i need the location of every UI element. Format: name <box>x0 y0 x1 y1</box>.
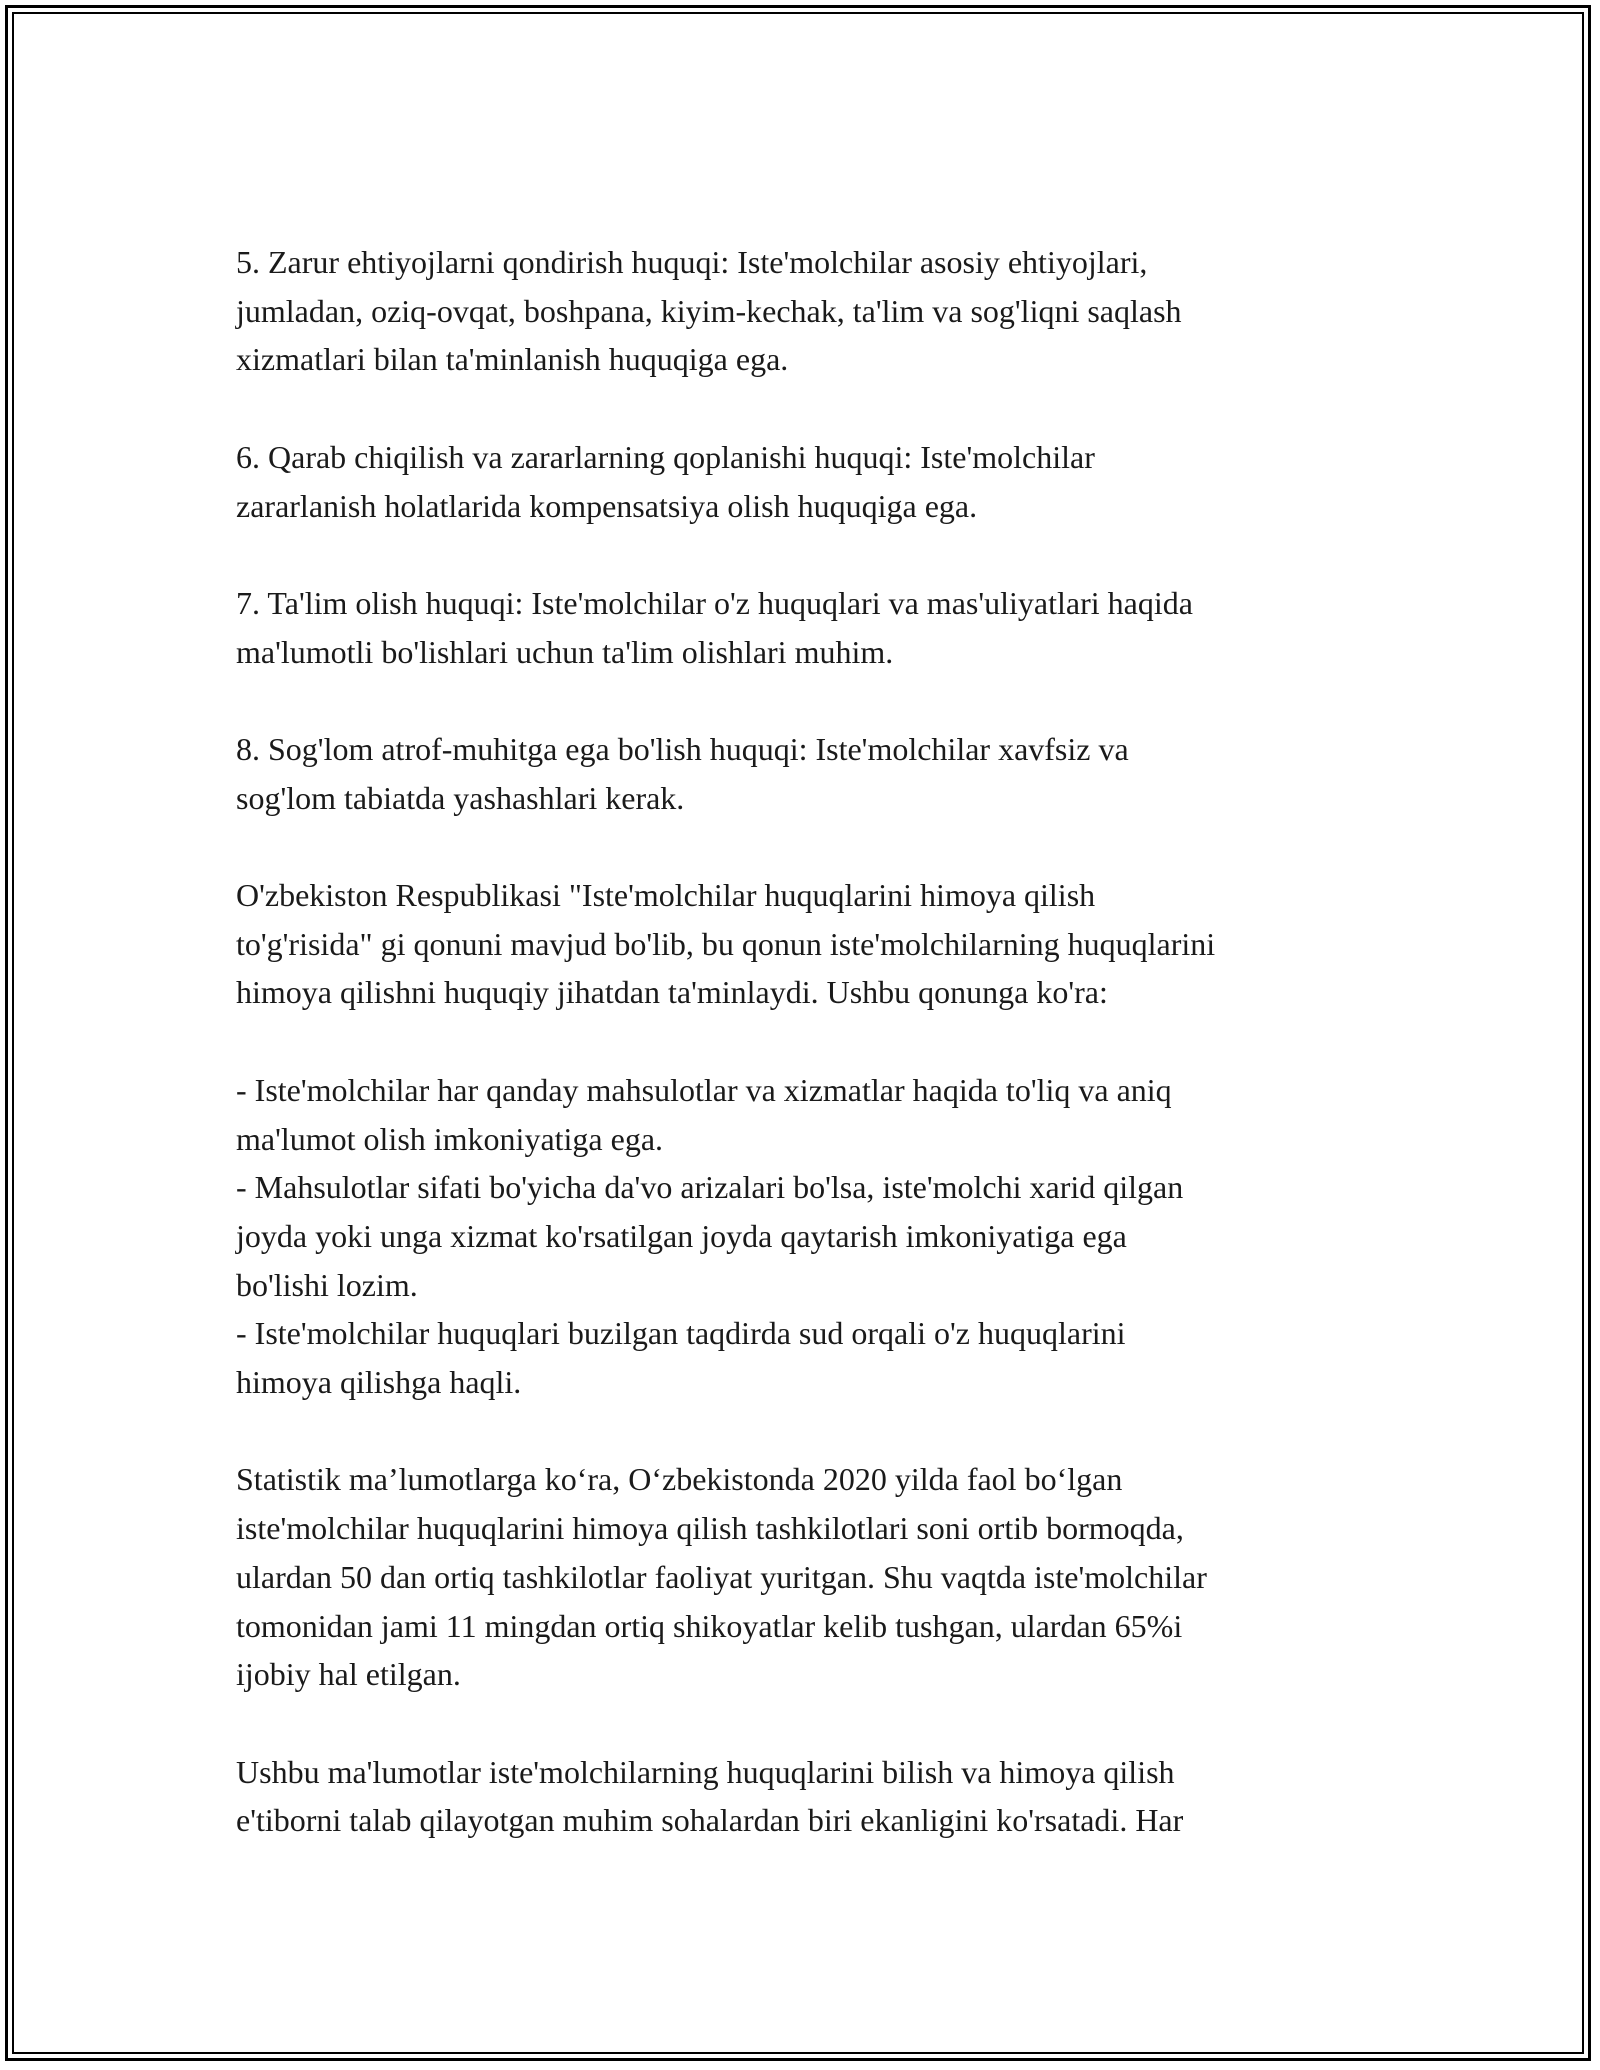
text-line: 6. Qarab chiqilish va zararlarning qoplanishi huquqi: Iste'molchilar <box>236 438 1095 475</box>
document-body <box>236 238 1386 1845</box>
paragraph-right-environment <box>236 725 1386 822</box>
text-line: 8. Sog'lom atrof-muhitga ega bo'lish huquqi: Iste'molchilar xavfsiz va <box>236 730 1129 767</box>
paragraph-statistics <box>236 1455 1386 1699</box>
text-line: O'zbekiston Respublikasi "Iste'molchilar huquqlarini himoya qilish <box>236 877 1096 914</box>
paragraph-right-education <box>236 579 1386 676</box>
text-line: 7. Ta'lim olish huquqi: Iste'molchilar o'z huquqlari va mas'uliyatlari haqida <box>236 584 1193 621</box>
list-item-line: himoya qilishga haqli. <box>236 1364 522 1401</box>
text-line: jumladan, oziq-ovqat, boshpana, kiyim-kechak, ta'lim va sog'liqni saqlash <box>236 292 1182 329</box>
list-item-line: bo'lishi lozim. <box>236 1266 418 1303</box>
text-line: e'tiborni talab qilayotgan muhim sohalardan biri ekanligini ko'rsatadi. Har <box>236 1802 1184 1839</box>
text-line: 5. Zarur ehtiyojlarni qondirish huquqi: Iste'molchilar asosiy ehtiyojlari, <box>236 244 1148 280</box>
text-line: to'g'risida" gi qonuni mavjud bo'lib, bu qonun iste'molchilarning huquqlarini <box>236 925 1216 962</box>
paragraph-conclusion <box>236 1748 1386 1845</box>
paragraph-right-compensation <box>236 433 1386 530</box>
text-line: iste'molchilar huquqlarini himoya qilish tashkilotlari soni ortib bormoqda, <box>236 1510 1184 1547</box>
text-line: Statistik ma’lumotlarga ko‘ra, O‘zbekistonda 2020 yilda faol bo‘lgan <box>236 1461 1123 1498</box>
text-line: ma'lumotli bo'lishlari uchun ta'lim olishlari muhim. <box>236 633 894 670</box>
list-item-line: ma'lumot olish imkoniyatiga ega. <box>236 1120 664 1157</box>
text-line: zararlanish holatlarida kompensatsiya olish huquqiga ega. <box>236 487 978 524</box>
list-item-line: - Iste'molchilar har qanday mahsulotlar va xizmatlar haqida to'liq va aniq <box>236 1071 1172 1108</box>
list-item-line: - Mahsulotlar sifati bo'yicha da'vo arizalari bo'lsa, iste'molchi xarid qilgan <box>236 1169 1184 1206</box>
text-line: tomonidan jami 11 mingdan ortiq shikoyatlar kelib tushgan, ulardan 65%i <box>236 1607 1183 1644</box>
text-line: himoya qilishni huquqiy jihatdan ta'minlaydi. Ushbu qonunga ko'ra: <box>236 974 1108 1011</box>
text-line: ulardan 50 dan ortiq tashkilotlar faoliyat yuritgan. Shu vaqtda iste'molchilar <box>236 1558 1207 1595</box>
list-item-line: joyda yoki unga xizmat ko'rsatilgan joyda qaytarish imkoniyatiga ega <box>236 1217 1127 1254</box>
text-line: Ushbu ma'lumotlar iste'molchilarning huquqlarini bilish va himoya qilish <box>236 1753 1175 1790</box>
paragraph-right-basic-needs <box>236 238 1386 384</box>
text-line: xizmatlari bilan ta'minlanish huquqiga ega. <box>236 341 789 378</box>
list-item-line: - Iste'molchilar huquqlari buzilgan taqdirda sud orqali o'z huquqlarini <box>236 1315 1126 1352</box>
paragraph-law-provisions-list <box>236 1066 1386 1407</box>
paragraph-law-intro <box>236 871 1386 1017</box>
text-line: ijobiy hal etilgan. <box>236 1656 461 1693</box>
text-line: sog'lom tabiatda yashashlari kerak. <box>236 779 685 816</box>
